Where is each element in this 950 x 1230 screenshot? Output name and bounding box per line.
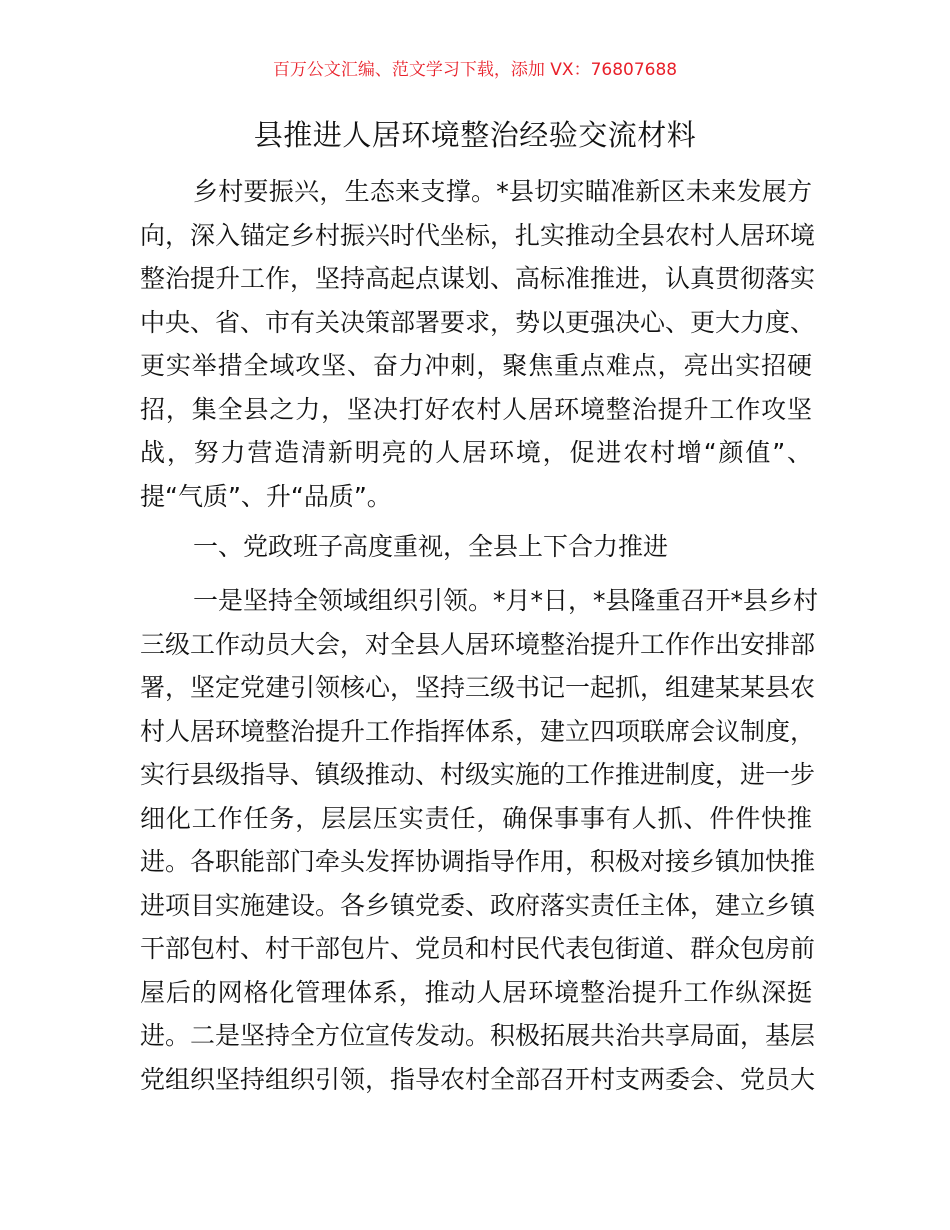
text-line: 屋后的网格化管理体系，推动人居环境整治提升工作纵深挺 <box>140 977 812 1007</box>
text-line: 细化工作任务，层层压实责任，确保事事有人抓、件件快推 <box>140 803 812 833</box>
text-line: 提“气质”、升“品质”。 <box>140 481 392 511</box>
text-line: 署，坚定党建引领核心，坚持三级书记一起抓，组建某某县农 <box>140 673 816 702</box>
text-line: 招，集全县之力，坚决打好农村人居环境整治提升工作攻坚 <box>140 394 812 424</box>
text-line: 进项目实施建设。各乡镇党委、政府落实责任主体，建立乡镇 <box>140 890 816 920</box>
text-line: 村人居环境整治提升工作指挥体系，建立四项联席会议制度， <box>140 716 816 746</box>
text-line: 中央、省、市有关决策部署要求，势以更强决心、更大力度、 <box>140 307 816 337</box>
text-line: 向，深入锚定乡村振兴时代坐标，扎实推动全县农村人居环境 <box>140 220 816 250</box>
section-heading: 一、党政班子高度重视，全县上下合力推进 <box>193 532 669 561</box>
text-line: 整治提升工作，坚持高起点谋划、高标准推进，认真贯彻落实 <box>140 264 816 293</box>
paragraph-section-1 <box>140 579 819 1101</box>
text-line: 战，努力营造清新明亮的人居环境，促进农村增“颜值”、 <box>140 438 812 467</box>
document-title: 县推进人居环境整治经验交流材料 <box>253 118 697 152</box>
text-line: 进。二是坚持全方位宣传发动。积极拓展共治共享局面，基层 <box>140 1021 816 1050</box>
text-line: 党组织坚持组织引领，指导农村全部召开村支两委会、党员大 <box>140 1064 816 1094</box>
text-line: 一是坚持全领域组织引领。*月*日，*县隆重召开*县乡村 <box>193 586 819 615</box>
text-line: 三级工作动员大会，对全县人居环境整治提升工作作出安排部 <box>140 629 816 659</box>
text-line: 更实举措全域攻坚、奋力冲刺，聚焦重点难点，亮出实招硬 <box>140 351 812 380</box>
text-line: 乡村要振兴，生态来支撑。*县切实瞄准新区未来发展方 <box>193 177 812 206</box>
text-line: 进。各职能部门牵头发挥协调指导作用，积极对接乡镇加快推 <box>140 847 816 876</box>
watermark-banner: 百万公文汇编、范文学习下载，添加 VX：76807688 <box>272 60 678 80</box>
paragraph-intro <box>140 170 816 518</box>
text-line: 实行县级指导、镇级推动、村级实施的工作推进制度，进一步 <box>140 760 816 789</box>
text-line: 干部包村、村干部包片、党员和村民代表包街道、群众包房前 <box>140 934 816 963</box>
